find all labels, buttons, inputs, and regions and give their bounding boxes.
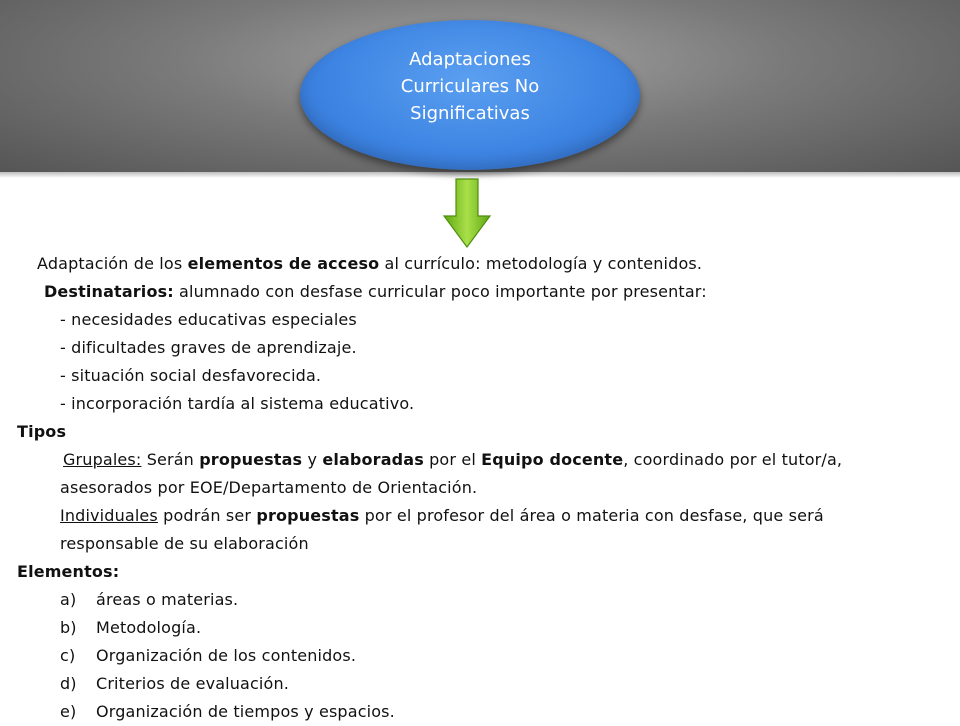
elementos-heading: Elementos: [17,562,120,581]
down-arrow-icon [443,178,491,248]
grupales-line: Grupales: Serán propuestas y elaboradas por el Equipo docente, coordinado por el tutor/a, [63,450,843,469]
elementos-item: a) áreas o materias. [60,590,239,609]
diagram-title: Adaptaciones Curriculares No Significativas [400,49,540,124]
individuales-line-2: responsable de su elaboración [60,534,309,553]
intro-line: Adaptación de los elementos de acceso al currículo: metodología y contenidos. [37,254,703,273]
individuales-line: Individuales podrán ser propuestas por el profesor del área o materia con desfase, que será [60,506,824,525]
elementos-item: e) Organización de tiempos y espacios. [60,702,395,721]
tipos-heading: Tipos [17,422,67,441]
destinatarios-label: Destinatarios: [44,282,174,301]
individuales-label: Individuales [60,506,158,525]
grupales-line-2: asesorados por EOE/Departamento de Orientación. [60,478,478,497]
grupales-label: Grupales: [63,450,142,469]
elementos-item: d) Criterios de evaluación. [60,674,289,693]
elementos-item: b) Metodología. [60,618,202,637]
intro-bold: elementos de acceso [187,254,380,273]
destinatarios-item: - incorporación tardía al sistema educativo. [60,394,415,413]
destinatarios-item: - necesidades educativas especiales [60,310,357,329]
elementos-item: c) Organización de los contenidos. [60,646,357,665]
destinatarios-item: - situación social desfavorecida. [60,366,322,385]
destinatarios-line: Destinatarios: alumnado con desfase curricular poco importante por presentar: [44,282,707,301]
destinatarios-item: - dificultades graves de aprendizaje. [60,338,357,357]
